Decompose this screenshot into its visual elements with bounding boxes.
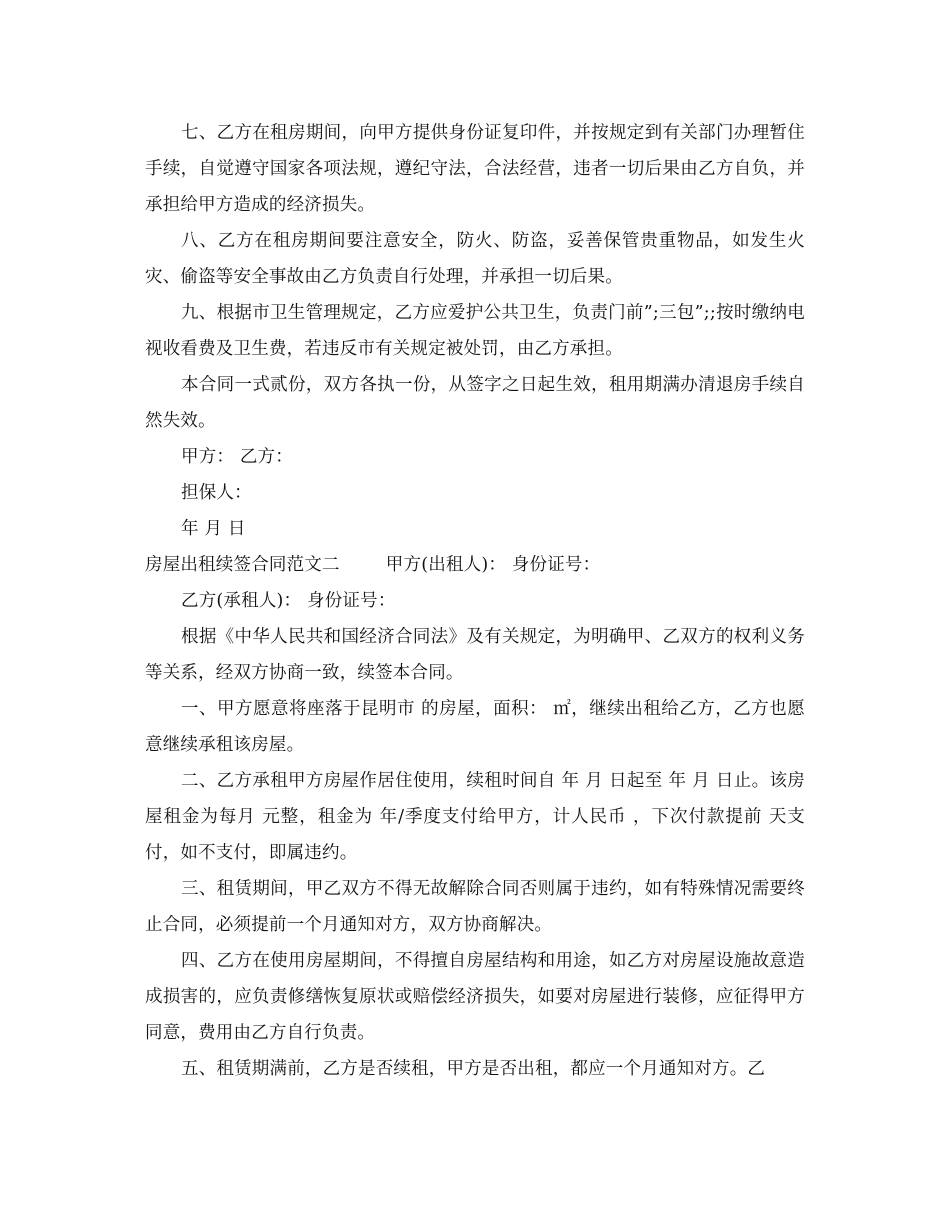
signature-parties: 甲方： 乙方：	[181, 447, 293, 467]
paragraph-clause-8: 八、乙方在租房期间要注意安全，防火、防盗，妥善保管贵重物品，如发生火灾、偷盗等安全事故由乙方负责自行处理，并承担一切后果。	[145, 231, 805, 287]
section-title-party-a: 房屋出租续签合同范文二 甲方(出租人)： 身份证号：	[145, 555, 601, 575]
paragraph-clause-9: 九、根据市卫生管理规定，乙方应爱护公共卫生，负责门前”;三包”;;按时缴纳电视收看费及卫生费，若违反市有关规定被处罚，由乙方承担。	[145, 303, 805, 359]
paragraph-copies: 本合同一式贰份，双方各执一份，从签字之日起生效，租用期满办清退房手续自然失效。	[145, 375, 805, 431]
signature-date: 年 月 日	[181, 519, 246, 539]
paragraph-clause-7: 七、乙方在租房期间，向甲方提供身份证复印件，并按规定到有关部门办理暂住手续，自觉遵守国家各项法规，遵纪守法，合法经营，违者一切后果由乙方自负，并承担给甲方造成的经济损失。	[145, 123, 805, 215]
paragraph-clause-2: 二、乙方承租甲方房屋作居住使用，续租时间自 年 月 日起至 年 月 日止。该房屋租金为每月 元整，租金为 年/季度支付给甲方，计人民币 ，下次付款提前 天支付，如不支付，即属违约。	[145, 771, 805, 863]
document-body	[145, 115, 805, 1087]
party-b-line: 乙方(承租人)： 身份证号：	[181, 591, 396, 611]
paragraph-clause-4: 四、乙方在使用房屋期间，不得擅自房屋结构和用途，如乙方对房屋设施故意造成损害的，应负责修缮恢复原状或赔偿经济损失，如要对房屋进行装修，应征得甲方同意，费用由乙方自行负责。	[145, 951, 805, 1043]
paragraph-clause-3: 三、租赁期间，甲乙双方不得无故解除合同否则属于违约，如有特殊情况需要终止合同，必须提前一个月通知对方，双方协商解决。	[145, 879, 805, 935]
paragraph-preamble: 根据《中华人民共和国经济合同法》及有关规定，为明确甲、乙双方的权利义务等关系，经双方协商一致，续签本合同。	[145, 627, 805, 683]
paragraph-clause-1: 一、甲方愿意将座落于昆明市 的房屋，面积： ㎡，继续出租给乙方，乙方也愿意继续承租该房屋。	[145, 699, 805, 755]
paragraph-clause-5: 五、租赁期满前，乙方是否续租，甲方是否出租，都应一个月通知对方。乙	[181, 1059, 766, 1079]
signature-guarantor: 担保人：	[181, 483, 252, 503]
